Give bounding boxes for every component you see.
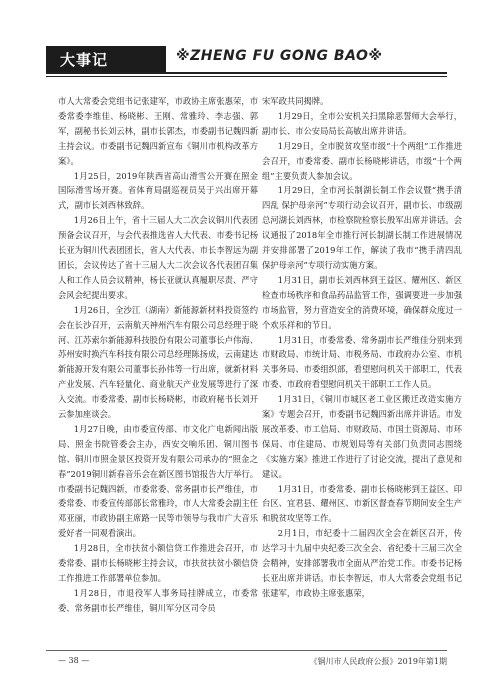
paragraph: 1月29日，全市脱贫攻坚市级“十个两组”工作推进会召开，市委常委、副市长杨晓彬讲话，市级“十个两组”主要负责人参加会议。 — [262, 140, 462, 181]
paragraph: 1月31日，《铜川市城区老工业区搬迁改造实施方案》专题会召开，市委副书记魏四新出席并讲话。市发展改革委、市工信局、市财政局、市国土资源局、市环保局、市住建局、市规划局等有关部门负责同志围绕《实施方案》推进工作进行了讨论交流，提出了意见和建议。 — [262, 394, 462, 479]
paragraph: 1月27日晚，由市委宣传部、市文化广电新闻出版局、照金书院管委会主办，西安交响乐团、铜川图书馆、铜川市照金景区投资开发有限公司承办的“照金之春”2019铜川新春音乐会在新区图书馆报告大厅举行。市委副书记魏四新，市委常委、常务副市长严维佳，市委常委、市委宣传部部长常雅玲，市人大常委会副主任邓亚丽，市政协副主席路一民等市领导与我市广大音乐爱好者一同观看演出。 — [58, 423, 258, 539]
paragraph: 1月25日，2019年陕西省高山滑雪公开赛在照金国际滑雪场开赛。省体育局副巡视员吴于兴出席开幕式，副市长刘西林致辞。 — [58, 170, 258, 211]
paragraph: 1月26日上午，省十三届人大二次会议铜川代表团预备会议召开，与会代表推选省人大代表、市委书记杨长亚为铜川代表团团长，省人大代表、市长李智远为副团长，会议传达了省十三届人大二次会议各代表团召集人和工作人员会议精神，杨长亚就认真履职尽责、严守会风会纪提出要求。 — [58, 215, 258, 300]
right-column — [262, 94, 462, 601]
paragraph: 1月28日，全市扶贫小额信贷工作推进会召开，市委常委、副市长杨晓彬主持会议，市扶贫扶贫小额信贷工作推进工作部署单位参加。 — [58, 543, 258, 583]
left-column — [58, 94, 258, 616]
paragraph: 1月31日，副市长刘西林到王益区、耀州区、新区检查市场秩序和食品药品监管工作，强调要进一步加强市场监管，努力营造安全的消费环境，确保群众度过一个欢乐祥和的节日。 — [262, 274, 462, 330]
paragraph: 1月31日，市委常委、常务副市长严维佳分别来到市财政局、市统计局、市税务局、市政府办公室、市机关事务局、市委组织部，看望慰问机关干部职工，代表市委、市政府看望慰问机关干部职工工作人员。 — [262, 334, 462, 390]
page-header — [0, 0, 495, 86]
section-tab: 大事记 — [46, 46, 166, 72]
paragraph: 1月26日，全沙江（湖南）新能源新材料投资签约会在长沙召开，云南航天神州汽车有限公司总经理于晓河、江苏索尔新能源科技股份有限公司董事长卢伟海、苏州安时换汽车科技有限公司总经理陈扬成，云南建达新能源开发有限公司董事长孙伟等一行出席，就新材料产业发展、汽车轻量化、商业航天产业发展等进行了深入交流。市委常委、副市长杨晓彬，市政府秘书长刘开云参加座谈会。 — [58, 304, 258, 420]
paragraph: 宋军政共同揭牌。 — [262, 96, 329, 106]
publication-source: 《铜川市人民政府公报》2019年第1期 — [309, 657, 447, 666]
header-rule — [46, 72, 447, 74]
paragraph: 1月31日，市委常委、副市长杨晓彬到王益区、印台区、宜君县、耀州区、市新区督查春节期间安全生产和脱贫攻坚等工作。 — [262, 483, 462, 524]
footer-rule — [46, 650, 447, 651]
paragraph: 2月1日，市纪委十二届四次全会在新区召开，传达学习十九届中央纪委三次全会、省纪委十三届三次全会精神，安排部署我市全面从严治党工作。市委书记杨长亚出席并讲话。市长李智远，市人大常委会党组书记张建军，市政协主席张惠荣， — [262, 528, 462, 598]
page-footer — [46, 654, 447, 672]
gazette-rubric: ※ZHENG FU GONG BAO※ — [176, 48, 383, 64]
paragraph: 1月29日，全市河长制湖长制工作会议暨“携手清四乱 保护母亲河”专项行动会议召开，副市长、市级副总河湖长刘西林，市检察院检察长殷军出席并讲话。会议通报了2018年全市推行河长制湖长制工作进展情况并安排部署了2019年工作，解读了我市“携手清四乱 保护母亲河”专项行动实施方案。 — [262, 185, 462, 270]
header-rule-thin — [46, 76, 447, 77]
paragraph: 1月29日，全市公安机关扫黑除恶誓师大会举行，副市长、市公安局局长高敏出席并讲话。 — [262, 110, 462, 136]
paragraph: 1月28日，市退役军人事务局挂牌成立，市委常委、常务副市长严维佳，铜川军分区司令员 — [58, 587, 258, 613]
paragraph: 市人大常委会党组书记张建军，市政协主席张惠荣，市委常委李维佳、杨晓彬、王刚、常雅玲、李志强、郭军，副秘书长刘云林，副市长郭杰，市委副书记魏四新主持会议。市委副书记魏四新宣布《铜川市机构改革方案》。 — [58, 96, 258, 166]
page-number: — 38 — — [58, 656, 90, 665]
